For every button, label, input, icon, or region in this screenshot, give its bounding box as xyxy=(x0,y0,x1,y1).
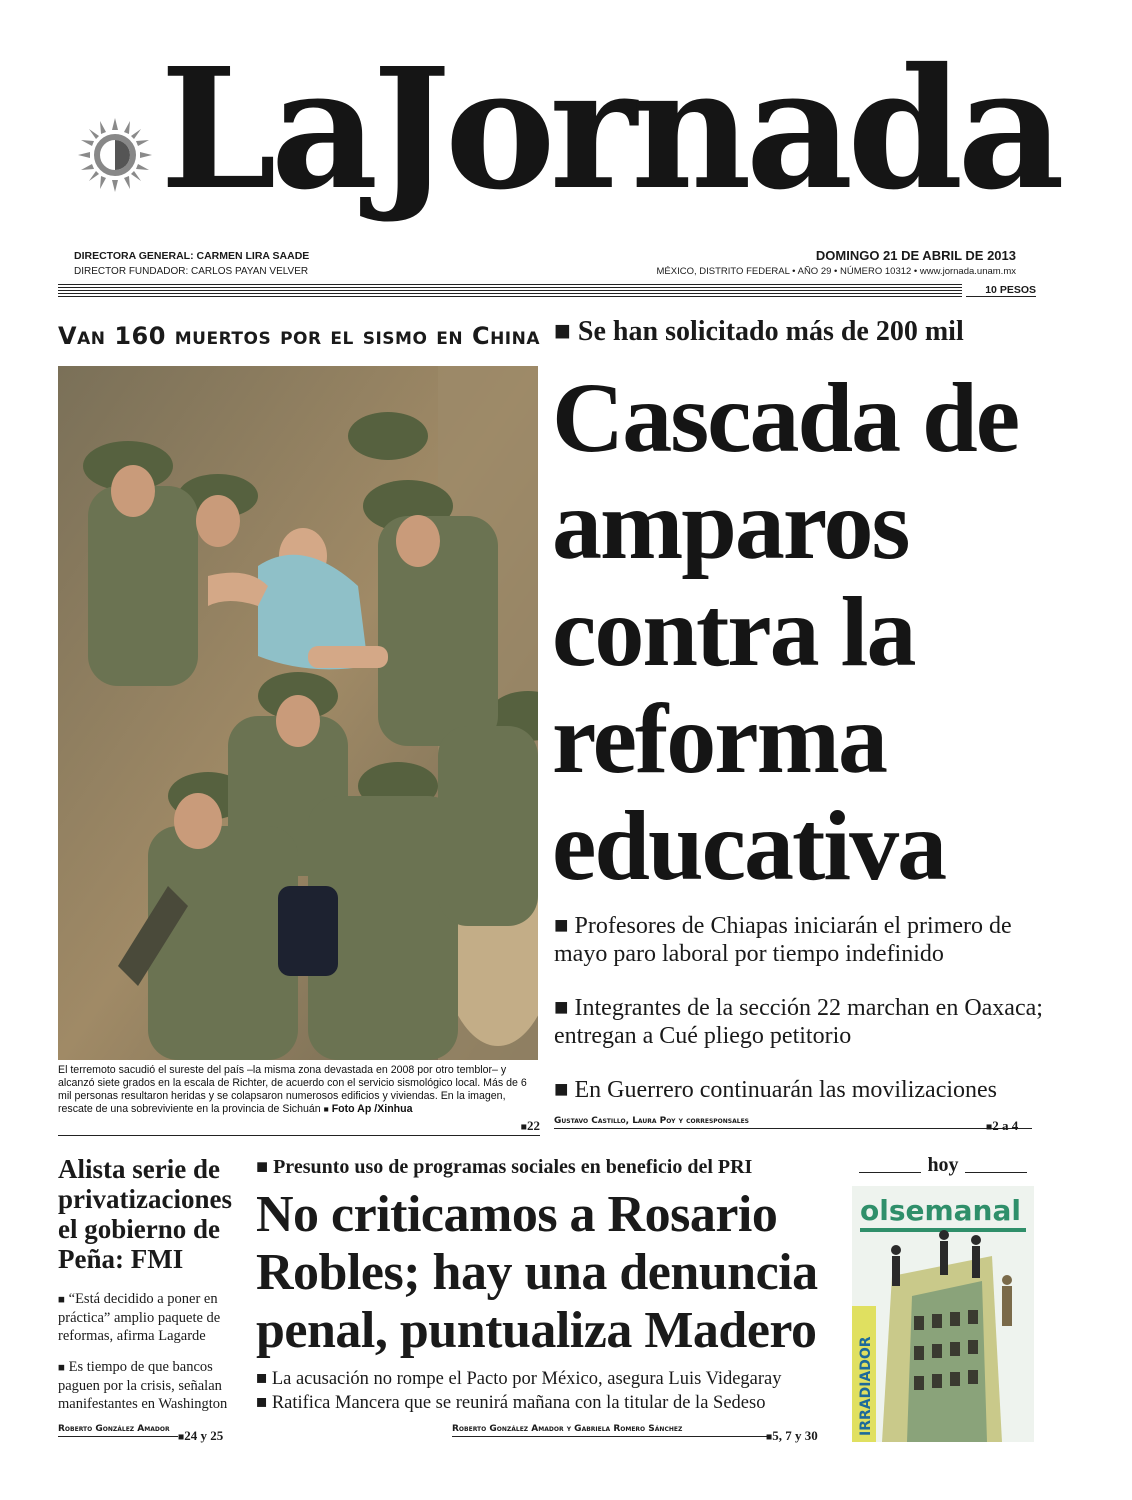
photo-credit: Foto Ap /Xinhua xyxy=(331,1103,413,1115)
price: 10 PESOS xyxy=(966,284,1036,297)
supplement-cover-text: IRRADIADOR xyxy=(858,1336,874,1436)
china-headline: Van 160 muertos por el sismo en China xyxy=(58,322,541,350)
earthquake-rescue-photo xyxy=(58,366,538,1060)
fmi-bullet: ■ “Está decidido a poner en práctica” amplio paquete de reformas, afirma Lagarde xyxy=(58,1291,221,1344)
pri-headline: No criticamos a Rosario Robles; hay una denuncia penal, puntualiza Madero xyxy=(256,1186,818,1359)
main-bullet: ■ Profesores de Chiapas iniciarán el primero de mayo paro laboral por tiempo indefinido xyxy=(554,913,1012,967)
main-bullet: ■ Integrantes de la sección 22 marchan en Oaxaca; entregan a Cué pliego petitorio xyxy=(554,995,1043,1049)
main-kicker: ■ Se han solicitado más de 200 mil xyxy=(554,316,964,347)
main-byline: Gustavo Castillo, Laura Poy y corresponsales xyxy=(554,1116,1032,1129)
supplement-cover[interactable] xyxy=(852,1186,1034,1442)
main-headline: Cascada de amparos contra la reforma educativa xyxy=(552,362,1019,901)
hoy-label: hoy xyxy=(852,1154,1034,1177)
fmi-bullet: ■ Es tiempo de que bancos paguen por la crisis, señalan manifestantes en Washington xyxy=(58,1359,228,1412)
photo-caption: El terremoto sacudió el sureste del país –la misma zona devastada en 2008 por otro temblor– y alcanzó siete grados en la escala de Richter, de acuerdo con el servicio sismológico local. Más de 6 mil personas resultaron heridas y se colapsaron numerosos edificios y viviendas. En la imagen, rescate de una sobreviviente en la provincia de Sichuán ■ Foto Ap /Xinhua xyxy=(58,1064,527,1115)
pri-page-ref: ■5, 7 y 30 xyxy=(766,1428,818,1443)
fmi-byline: Roberto González Amador xyxy=(58,1424,178,1437)
pri-kicker: ■ Presunto uso de programas sociales en beneficio del PRI xyxy=(256,1156,753,1178)
pri-bullet: ■ La acusación no rompe el Pacto por México, asegura Luis Videgaray xyxy=(256,1369,782,1389)
supplement-title: olsemanal xyxy=(860,1194,1021,1227)
fmi-headline: Alista serie de privatizaciones el gobierno de Peña: FMI xyxy=(58,1154,232,1274)
edition-info: MÉXICO, DISTRITO FEDERAL • AÑO 29 • NÚMERO 10312 • www.jornada.unam.mx xyxy=(656,266,1016,277)
china-page-ref: ■22 xyxy=(58,1118,540,1136)
issue-date: DOMINGO 21 DE ABRIL DE 2013 xyxy=(815,248,1016,263)
sun-logo-icon xyxy=(72,112,158,198)
main-bullet: ■ En Guerrero continuarán las movilizaciones xyxy=(554,1077,998,1103)
director-general: DIRECTORA GENERAL: CARMEN LIRA SAADE xyxy=(74,250,310,262)
main-page-ref: ■2 a 4 xyxy=(986,1118,1019,1133)
newspaper-logo: LaJornada xyxy=(160,32,1059,227)
masthead-rules xyxy=(58,284,962,298)
fmi-page-ref: ■24 y 25 xyxy=(178,1428,224,1443)
pri-byline: Roberto González Amador y Gabriela Romero Sánchez xyxy=(452,1424,768,1437)
director-fundador: DIRECTOR FUNDADOR: CARLOS PAYAN VELVER xyxy=(74,266,309,277)
pri-bullet: ■ Ratifica Mancera que se reunirá mañana con la titular de la Sedeso xyxy=(256,1393,766,1413)
